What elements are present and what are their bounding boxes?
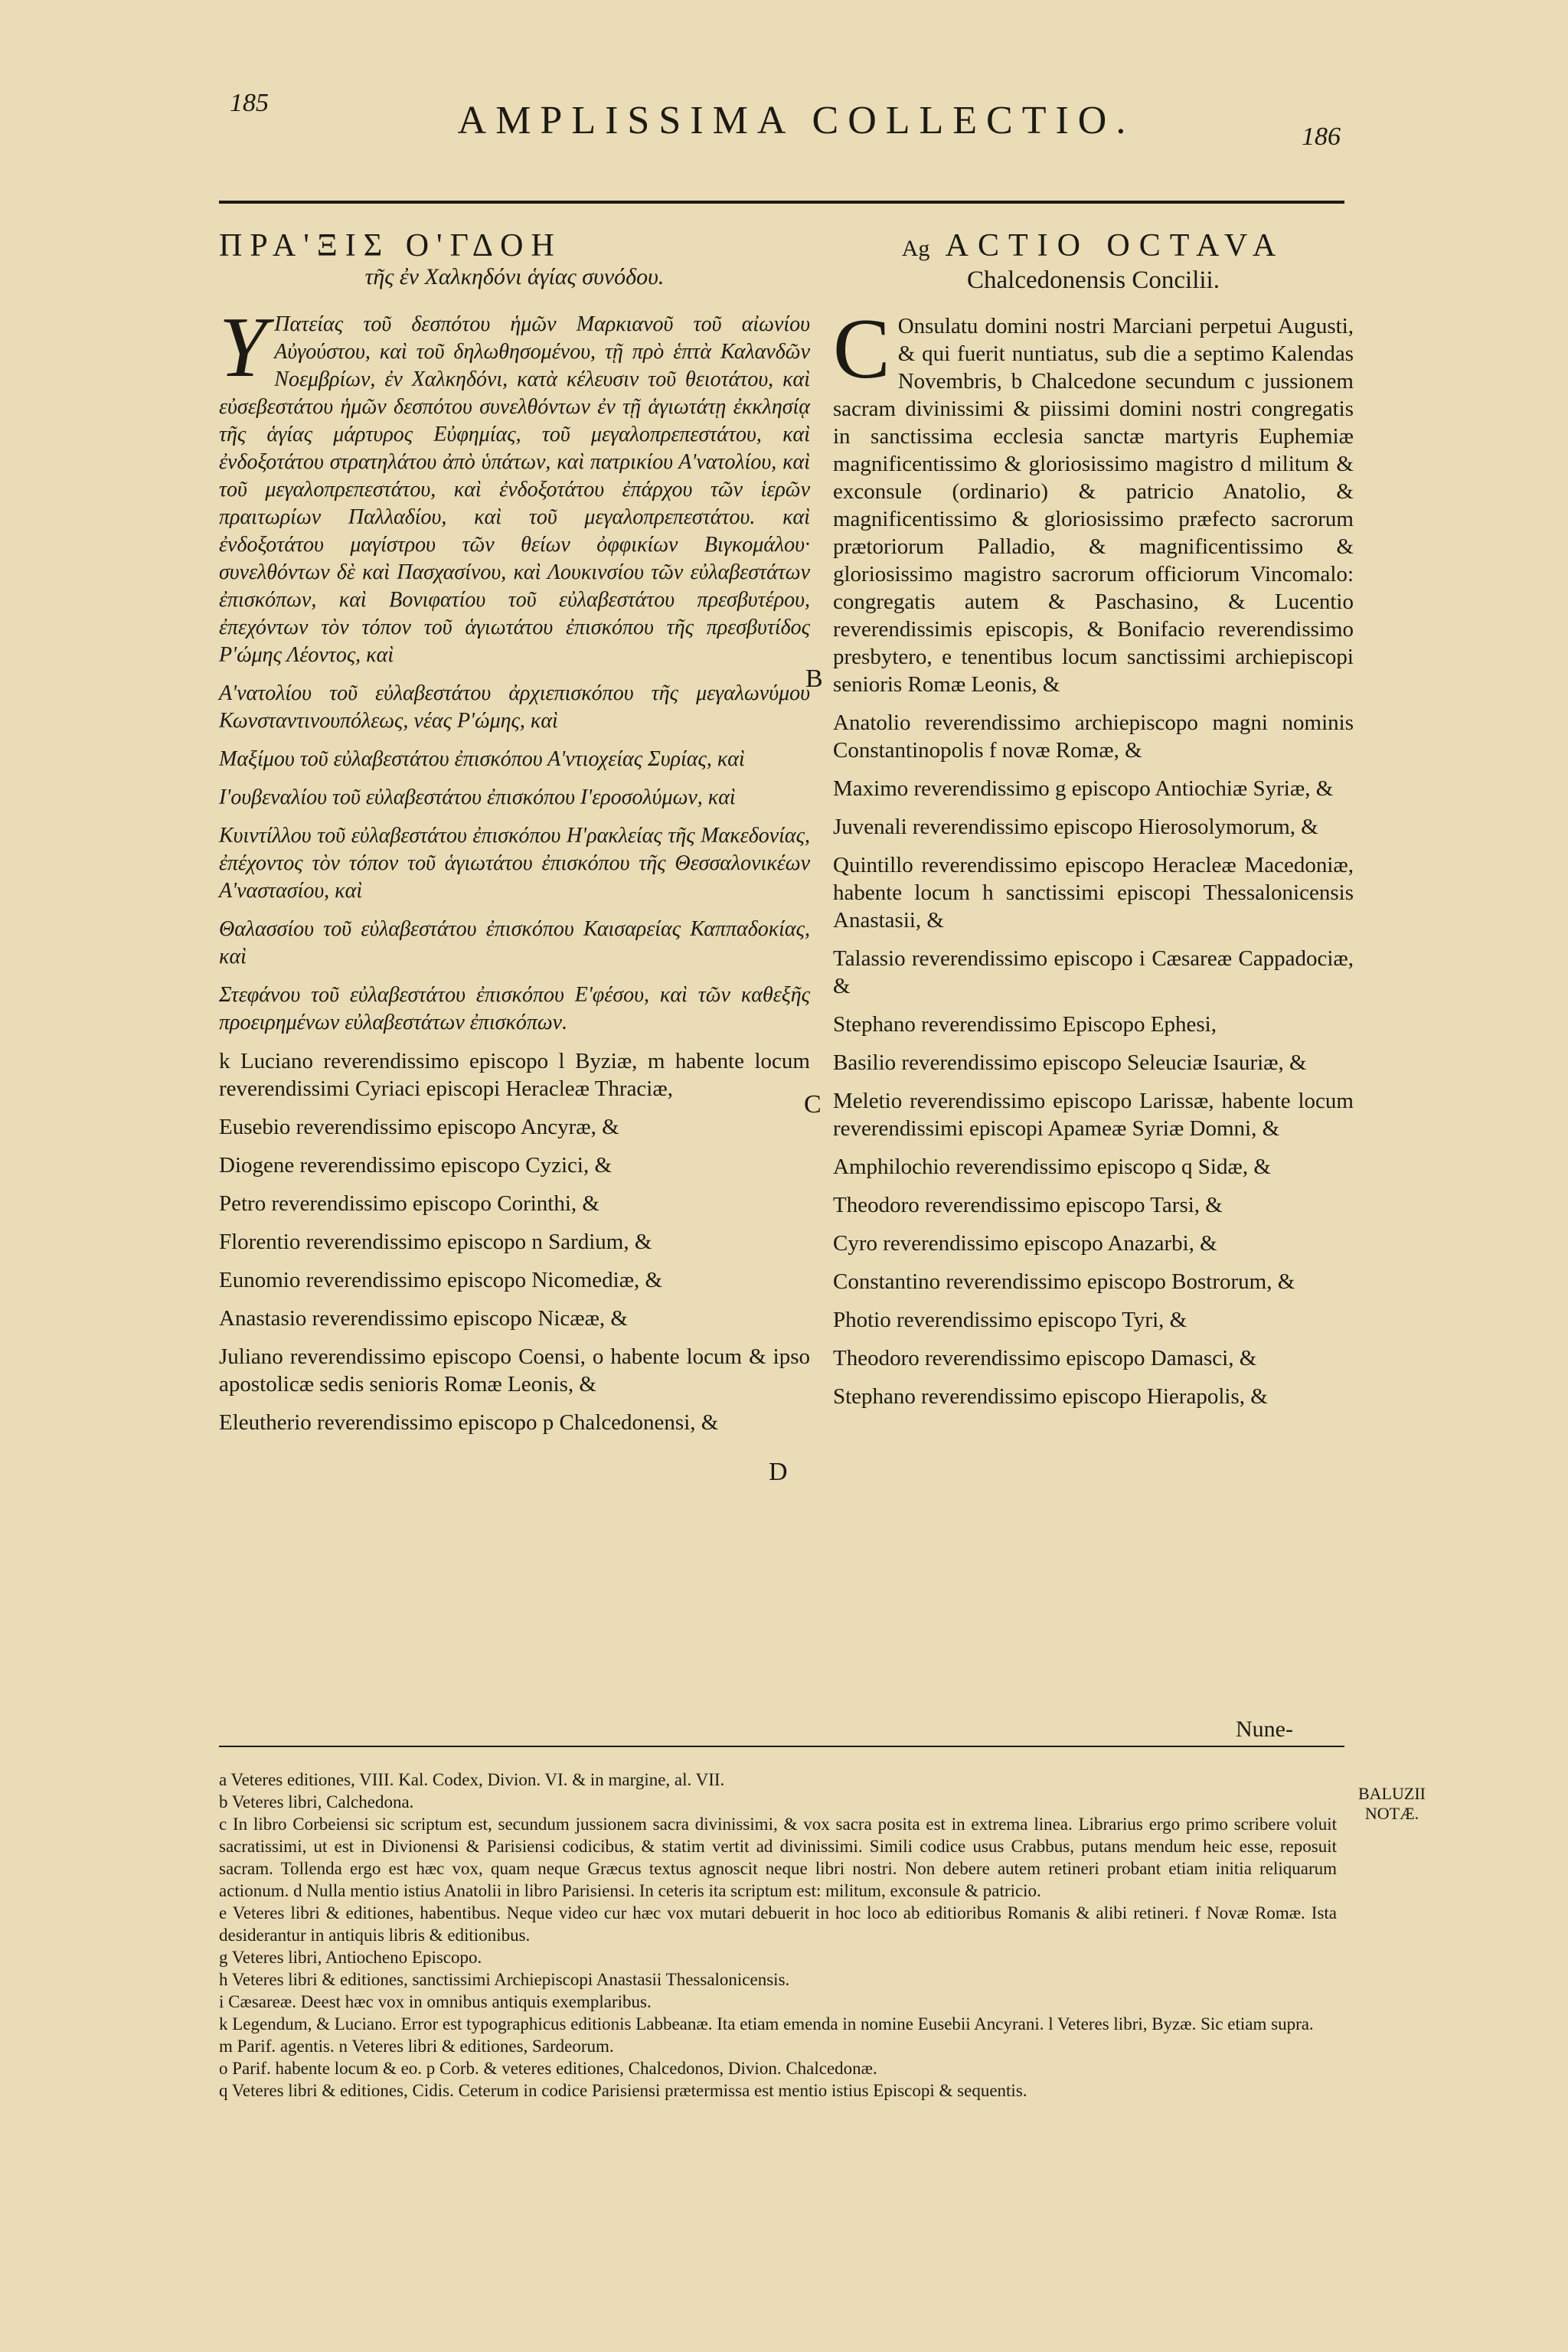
greek-text [219,300,810,1037]
latin-left-list [219,1047,810,1436]
margin-letter-b: B [805,665,823,693]
latin-paragraph: Stephano reverendissimo Episcopo Ephesi, [833,1012,1217,1037]
greek-paragraph: Μαξίμου τοῦ εὐλαβεστάτου ἐπισκόπου Α'ντιοχείας Συρίας, καὶ [219,747,745,771]
running-title: AMPLISSIMA COLLECTIO. [457,99,1135,142]
page-number-left: 185 [230,89,269,117]
footnote: h Veteres libri & editiones, sanctissimi Archiepiscopi Anastasii Thessalonicensis. [219,1970,790,1989]
latin-paragraph: Juvenali reverendissimo episcopo Hierosolymorum, & [833,815,1318,839]
greek-paragraph: Κυιντίλλου τοῦ εὐλαβεστάτου ἐπισκόπου Η'ρακλείας τῆς Μακεδονίας, ἐπέχοντος τὸν τόπον τοῦ ἁγιωτάτου ἐπισκόπου τῆς Θεσσαλονικέων Α'ναστασίου, καὶ [219,824,810,903]
notes-side-label: BALUZII NOTÆ. [1358,1784,1426,1823]
greek-title: ΠΡΑ'ΞΙΣ Ο'ΓΔΟΗ [219,228,562,263]
latin-title: Ag ACTIO OCTAVA [901,228,1285,263]
footnote: i Cæsareæ. Deest hæc vox in omnibus antiquis exemplaribus. [219,1992,652,2011]
greek-paragraph: Στεφάνου τοῦ εὐλαβεστάτου ἐπισκόπου Ε'φέσου, καὶ τῶν καθεξῆς προειρημένων εὐλαβεστάτων ἐπισκόπων. [219,983,810,1034]
right-column [833,228,1354,1421]
latin-list-item: Theodoro reverendissimo episcopo Damasci, & [833,1346,1257,1370]
latin-list-item: Amphilochio reverendissimo episcopo q Sidæ, & [833,1155,1271,1179]
footnote: b Veteres libri, Calchedona. [219,1792,414,1811]
footnote: k Legendum, & Luciano. Error est typographicus editionis Labbeanæ. Ita etiam emenda in nomine Eusebii Ancyrani. l Veteres libri, Byzæ. Sic etiam supra. [219,2014,1314,2034]
greek-paragraph: Υ Πατείας τοῦ δεσπότου ἡμῶν Μαρκιανοῦ τοῦ αἰωνίου Αὐγούστου, καὶ τοῦ δηλωθησομένου, τῇ πρὸ ἑπτὰ Καλανδῶν Νοεμβρίων, ἐν Χαλκηδόνι, κατὰ κέλευσιν τοῦ θειοτάτου, καὶ εὐσεβεστάτου ἡμῶν δεσπότου συνελθόντων ἐν τῇ ἁγιωτάτῃ ἐκκλησίᾳ τῆς ἁγίας μάρτυρος Εὐφημίας, τοῦ μεγαλοπρεπεστάτου, καὶ ἐνδοξοτάτου στρατηλάτου ἀπὸ ὑπάτων, καὶ πατρικίου Α'νατολίου, καὶ τοῦ μεγαλοπρεπεστάτου, καὶ ἐνδοξοτάτου ἐπάρχου τῶν ἱερῶν πραιτωρίων Παλλαδίου, καὶ τοῦ μεγαλοπρεπεστάτου. καὶ ἐνδοξοτάτου μαγίστρου τῶν θείων ὀφφικίων Βιγκομάλου· συνελθόντων δὲ καὶ Πασχασίνου, καὶ Λουκινσίου τῶν εὐλαβεστάτων ἐπισκόπων, καὶ Βονιφατίου τοῦ εὐλαβεστάτου πρεσβυτέρου, ἐπεχόντων τὸν τόπον τοῦ ἁγιωτάτου ἐπισκόπου τῆς πρεσβυτίδος Ρ'ώμης Λέοντος, καὶ [219,300,810,667]
greek-drop-cap: Υ [219,300,267,395]
latin-list-item: Anastasio reverendissimo episcopo Nicææ, & [219,1306,628,1331]
footnote: g Veteres libri, Antiocheno Episcopo. [219,1948,482,1967]
latin-paragraph: C Onsulatu domini nostri Marciani perpetui Augusti, & qui fuerit nuntiatus, sub die a septimo Kalendas Novembris, b Chalcedone secundum c jussionem sacram divinissimi & piissimi domini nostri congregatis in sanctissima ecclesia sanctæ martyris Euphemiæ magnificentissimo & gloriosissimo magistro d militum & exconsule (ordinario) & patricio Anatolio, & magnificentissimo & gloriosissimo præfecto sacrorum prætoriorum Palladio, & magnificentissimo & gloriosissimo magistro sacrorum officiorum Vincomalo: congregatis autem & Paschasino, & Lucentio reverendissimis episcopis, & Bonifacio reverendissimo presbytero, e tenentibus locum sanctissimi archiepiscopi senioris Romæ Leonis, & [833,302,1354,697]
left-column [219,228,810,1447]
greek-subtitle: τῆς ἐν Χαλκηδόνι ἁγίας συνόδου. [364,264,665,289]
latin-list-item: Florentio reverendissimo episcopo n Sardium, & [219,1230,652,1254]
header-rule [219,201,1344,204]
latin-paragraph: Maximo reverendissimo g episcopo Antiochiæ Syriæ, & [833,776,1334,801]
footnote: a Veteres editiones, VIII. Kal. Codex, Divion. VI. & in margine, al. VII. [219,1770,725,1789]
footnote: c In libro Corbeiensi sic scriptum est, secundum jussionem sacra divinissimi, & vox sacra posita est in extrema linea. Librarius ergo primo scribere voluit sacratissimi, ut est in Divionensi & Parisiensi codicibus, & statim vertit ad divinissimi. Simili codice usus Crabbus, putans mendum heic esse, reposuit sacram. Tollenda ergo est hæc vox, quam neque Græcus textus agnoscit neque libri nostri. Non debere autem retineri probant etiam initia reliquarum actionum. d Nulla mentio istius Anatolii in libro Parisiensi. In ceteris ita scriptum est: militum, exconsule & patricio. [219,1815,1337,1900]
greek-paragraph: Α'νατολίου τοῦ εὐλαβεστάτου ἀρχιεπισκόπου τῆς μεγαλωνύμου Κωνσταντινουπόλεως, νέας Ρ'ώμης, καὶ [219,681,810,733]
page-number-right: 186 [1302,122,1341,151]
footnote-rule [219,1746,1344,1747]
latin-list-item: Eusebio reverendissimo episcopo Ancyræ, & [219,1115,619,1139]
footnote: e Veteres libri & editiones, habentibus. Neque video cur hæc vox mutari debuerit in hoc loco ab editioribus Romanis & alibi retineri. f Novæ Romæ. Ista desiderantur in antiquis libris & editionibus. [219,1903,1337,1945]
latin-paragraph: Talassio reverendissimo episcopo i Cæsareæ Cappadociæ, & [833,946,1354,998]
latin-drop-cap: C [833,302,890,397]
latin-list-item: Juliano reverendissimo episcopo Coensi, o habente locum & ipso apostolicæ sedis senioris Romæ Leonis, & [219,1344,810,1396]
margin-letter-d: D [769,1458,788,1486]
latin-right-list [833,1049,1354,1410]
footnotes [219,1769,1337,2102]
latin-list-item: Theodoro reverendissimo episcopo Tarsi, & [833,1193,1223,1217]
latin-subtitle: Chalcedonensis Concilii. [967,266,1220,294]
latin-list-item: Photio reverendissimo episcopo Tyri, & [833,1308,1187,1332]
footnote: o Parif. habente locum & eo. p Corb. & veteres editiones, Chalcedonos, Divion. Chalcedonæ. [219,2059,877,2078]
greek-paragraph: Ι'ουβεναλίου τοῦ εὐλαβεστάτου ἐπισκόπου Ι'εροσολύμων, καὶ [219,786,736,809]
latin-paragraph: Quintillo reverendissimo episcopo Heracleæ Macedoniæ, habente locum h sanctissimi episcopi Thessalonicensis Anastasii, & [833,853,1354,933]
latin-title-prefix: Ag [901,236,930,261]
margin-letter-c: C [804,1090,822,1119]
latin-list-item: Eunomio reverendissimo episcopo Nicomediæ, & [219,1268,663,1292]
footnote: m Parif. agentis. n Veteres libri & editiones, Sardeorum. [219,2037,614,2056]
greek-paragraph: Θαλασσίου τοῦ εὐλαβεστάτου ἐπισκόπου Καισαρείας Καππαδοκίας, καὶ [219,917,810,969]
latin-list-item: Petro reverendissimo episcopo Corinthi, & [219,1191,599,1216]
latin-list-item: Eleutherio reverendissimo episcopo p Chalcedonensi, & [219,1410,719,1435]
latin-list-item: Constantino reverendissimo episcopo Bostrorum, & [833,1269,1295,1294]
latin-list-item: Cyro reverendissimo episcopo Anazarbi, & [833,1231,1217,1256]
latin-list-item: k Luciano reverendissimo episcopo l Byziæ, m habente locum reverendissimi Cyriaci episcopi Heracleæ Thraciæ, [219,1049,810,1101]
latin-list-item: Stephano reverendissimo episcopo Hierapolis, & [833,1384,1268,1409]
latin-list-item: Meletio reverendissimo episcopo Larissæ, habente locum reverendissimi episcopi Apameæ Syriæ Domni, & [833,1089,1354,1141]
catchword: Nune- [1236,1717,1293,1742]
latin-list-item: Diogene reverendissimo episcopo Cyzici, & [219,1153,612,1178]
footnote: q Veteres libri & editiones, Cidis. Ceterum in codice Parisiensi prætermissa est mentio istius Episcopi & sequentis. [219,2081,1027,2100]
latin-list-item: Basilio reverendissimo episcopo Seleuciæ Isauriæ, & [833,1050,1307,1075]
latin-paragraph: Anatolio reverendissimo archiepiscopo magni nominis Constantinopolis f novæ Romæ, & [833,710,1354,763]
